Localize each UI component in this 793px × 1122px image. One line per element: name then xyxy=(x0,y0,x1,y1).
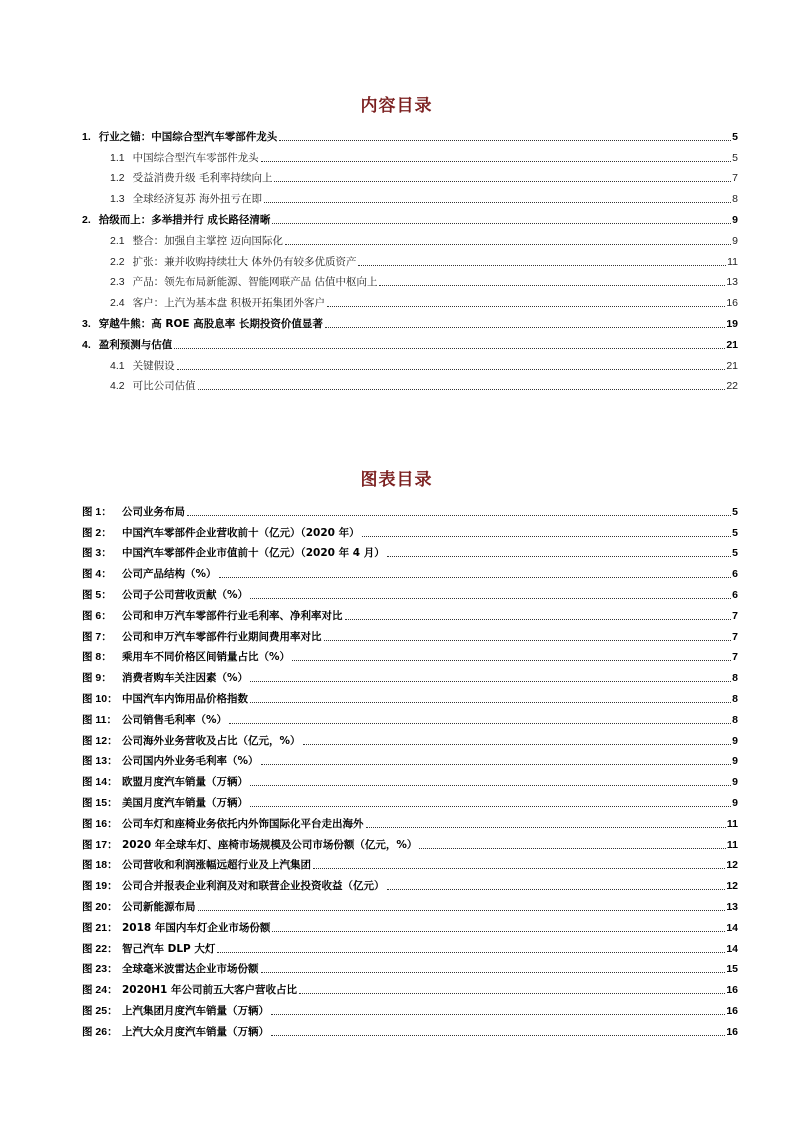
entry-label xyxy=(82,1025,269,1039)
entry-page: 12 xyxy=(726,880,738,893)
figures-title: 图表目录 xyxy=(360,470,433,490)
entry-label xyxy=(82,630,322,644)
entry-text: 盈利预测与估值 xyxy=(98,338,173,351)
entry-label xyxy=(82,526,360,540)
entry-label xyxy=(82,858,311,872)
entry-text: 中国汽车内饰用品价格指数 xyxy=(122,692,248,705)
toc-entry[interactable] xyxy=(82,331,738,352)
dot-leader xyxy=(177,369,726,370)
entry-number: 2.4 xyxy=(110,297,125,310)
figure-entry[interactable] xyxy=(82,935,738,956)
entry-page: 14 xyxy=(726,921,738,934)
entry-label xyxy=(82,588,248,602)
figure-entry[interactable] xyxy=(82,560,738,581)
entry-text: 公司和申万汽车零部件行业期间费用率对比 xyxy=(122,630,322,643)
figure-entry[interactable] xyxy=(82,706,738,727)
entry-page: 11 xyxy=(726,817,738,830)
entry-number: 图 9： xyxy=(82,672,112,685)
entry-number: 图 3： xyxy=(82,547,112,560)
dot-leader xyxy=(271,1035,725,1036)
entry-page: 14 xyxy=(726,942,738,955)
dot-leader xyxy=(250,806,731,807)
dot-leader xyxy=(198,389,726,390)
entry-text: 上汽大众月度汽车销量（万辆） xyxy=(122,1025,269,1038)
entry-text: 公司车灯和座椅业务依托内外饰国际化平台走出海外 xyxy=(122,817,364,830)
entry-text: 公司销售毛利率（%） xyxy=(122,713,228,726)
entry-label xyxy=(110,151,259,165)
entry-number: 图 5： xyxy=(82,588,112,601)
figure-entry[interactable] xyxy=(82,644,738,665)
dot-leader xyxy=(271,1014,725,1015)
entry-label xyxy=(82,650,290,664)
entry-page: 7 xyxy=(732,172,738,185)
entry-text: 2020H1 年公司前五大客户营收占比 xyxy=(122,984,297,997)
entry-page: 9 xyxy=(732,755,738,768)
toc-entry[interactable] xyxy=(82,144,738,165)
dot-leader xyxy=(387,556,731,557)
dot-leader xyxy=(261,972,726,973)
figure-entry[interactable] xyxy=(82,872,738,893)
entry-number: 2.2 xyxy=(110,255,125,268)
entry-label xyxy=(110,296,325,310)
entry-number: 图 1： xyxy=(82,505,112,518)
entry-label xyxy=(82,609,343,623)
toc-entry[interactable] xyxy=(82,227,738,248)
entry-text: 2018 年国内车灯企业市场份额 xyxy=(122,921,271,934)
entry-text: 消费者购车关注因素（%） xyxy=(122,672,249,685)
entry-text: 全球经济复苏 海外扭亏在即 xyxy=(132,193,262,206)
entry-page: 9 xyxy=(732,234,738,247)
entry-text: 2020 年全球车灯、座椅市场规模及公司市场份额（亿元，%） xyxy=(122,838,418,851)
entry-number: 图 21： xyxy=(82,921,118,934)
entry-number: 图 18： xyxy=(82,859,118,872)
entry-label xyxy=(82,317,323,331)
figure-entry[interactable] xyxy=(82,768,738,789)
entry-page: 16 xyxy=(726,297,738,310)
dot-leader xyxy=(274,181,731,182)
entry-text: 全球毫米波雷达企业市场份额 xyxy=(122,963,259,976)
entry-label xyxy=(82,546,385,560)
entry-page: 5 xyxy=(732,526,738,539)
entry-label xyxy=(82,567,217,581)
entry-page: 5 xyxy=(732,130,738,143)
entry-page: 16 xyxy=(726,1004,738,1017)
entry-text: 欧盟月度汽车销量（万辆） xyxy=(122,776,248,789)
dot-leader xyxy=(313,868,725,869)
entry-text: 中国综合型汽车零部件龙头 xyxy=(132,151,259,164)
figure-entry[interactable] xyxy=(82,914,738,935)
entry-text: 公司合并报表企业利润及对和联营企业投资收益（亿元） xyxy=(122,880,385,893)
entry-label xyxy=(82,921,270,935)
toc-entry[interactable] xyxy=(82,206,738,227)
dot-leader xyxy=(174,348,725,349)
dot-leader xyxy=(272,931,725,932)
entry-page: 13 xyxy=(726,276,738,289)
entry-label xyxy=(110,255,356,269)
entry-text: 公司业务布局 xyxy=(122,505,185,518)
entry-label xyxy=(82,900,196,914)
entry-number: 图 22： xyxy=(82,942,118,955)
entry-text: 穿越牛熊：高 ROE 高股息率 长期投资价值显著 xyxy=(98,317,323,330)
dot-leader xyxy=(250,785,731,786)
dot-leader xyxy=(379,285,725,286)
entry-page: 9 xyxy=(732,734,738,747)
entry-number: 图 24： xyxy=(82,984,118,997)
entry-label xyxy=(82,817,364,831)
toc-entry[interactable] xyxy=(82,373,738,394)
entry-text: 中国汽车零部件企业市值前十（亿元）（2020 年 4 月） xyxy=(122,547,385,560)
entry-text: 公司营收和利润涨幅远超行业及上汽集团 xyxy=(122,859,311,872)
dot-leader xyxy=(279,140,731,141)
entry-page: 9 xyxy=(732,213,738,226)
entry-page: 13 xyxy=(726,900,738,913)
toc-entry[interactable] xyxy=(82,352,738,373)
entry-page: 8 xyxy=(732,692,738,705)
figure-entry[interactable] xyxy=(82,685,738,706)
entry-label xyxy=(82,505,185,519)
entry-number: 图 10： xyxy=(82,692,118,705)
entry-number: 图 14： xyxy=(82,776,118,789)
entry-number: 4.1 xyxy=(110,359,125,372)
entry-page: 11 xyxy=(727,255,738,268)
dot-leader xyxy=(250,681,731,682)
entry-label xyxy=(82,130,277,144)
entry-text: 公司产品结构（%） xyxy=(122,568,217,581)
figure-entry[interactable] xyxy=(82,997,738,1018)
dot-leader xyxy=(292,660,731,661)
entry-number: 4. xyxy=(82,338,91,351)
dot-leader xyxy=(387,889,726,890)
dot-leader xyxy=(299,993,725,994)
figure-entry[interactable] xyxy=(82,602,738,623)
figure-entry[interactable] xyxy=(82,623,738,644)
entry-page: 7 xyxy=(732,651,738,664)
entry-number: 2.3 xyxy=(110,276,125,289)
dot-leader xyxy=(250,702,731,703)
dot-leader xyxy=(303,744,732,745)
dot-leader xyxy=(261,161,732,162)
figure-entry[interactable] xyxy=(82,748,738,769)
entry-text: 产品：领先布局新能源、智能网联产品 估值中枢向上 xyxy=(132,276,378,289)
entry-number: 3. xyxy=(82,317,91,330)
dot-leader xyxy=(358,265,726,266)
entry-number: 1.1 xyxy=(110,151,125,164)
toc-entry[interactable] xyxy=(82,310,738,331)
dot-leader xyxy=(198,910,726,911)
entry-page: 16 xyxy=(726,984,738,997)
entry-number: 图 7： xyxy=(82,630,112,643)
entry-text: 受益消费升级 毛利率持续向上 xyxy=(132,172,273,185)
entry-text: 公司和申万汽车零部件行业毛利率、净利率对比 xyxy=(122,609,343,622)
dot-leader xyxy=(261,764,732,765)
toc-entry[interactable] xyxy=(82,165,738,186)
entry-text: 乘用车不同价格区间销量占比（%） xyxy=(122,651,291,664)
entry-label xyxy=(82,942,215,956)
entry-label xyxy=(110,192,262,206)
entry-number: 4.2 xyxy=(110,380,125,393)
entry-label xyxy=(82,775,248,789)
toc-entry[interactable] xyxy=(82,248,738,269)
entry-page: 8 xyxy=(732,193,738,206)
entry-label xyxy=(82,671,248,685)
entry-number: 1.3 xyxy=(110,193,125,206)
dot-leader xyxy=(187,515,731,516)
entry-number: 图 2： xyxy=(82,526,112,539)
figure-entry[interactable] xyxy=(82,893,738,914)
entry-number: 图 23： xyxy=(82,963,118,976)
entry-label xyxy=(82,338,172,352)
figure-entry[interactable] xyxy=(82,1018,738,1039)
entry-label xyxy=(82,983,297,997)
entry-page: 19 xyxy=(726,317,738,330)
entry-label xyxy=(110,379,196,393)
entry-page: 8 xyxy=(732,713,738,726)
entry-label xyxy=(82,692,248,706)
entry-label xyxy=(82,713,227,727)
entry-page: 8 xyxy=(732,672,738,685)
entry-number: 图 13： xyxy=(82,755,118,768)
dot-leader xyxy=(250,598,731,599)
dot-leader xyxy=(217,952,725,953)
entry-text: 关键假设 xyxy=(132,359,175,372)
dot-leader xyxy=(327,306,725,307)
entry-page: 7 xyxy=(732,630,738,643)
entry-label xyxy=(82,879,385,893)
dot-leader xyxy=(229,723,731,724)
figure-entry[interactable] xyxy=(82,540,738,561)
entry-number: 1. xyxy=(82,130,91,143)
entry-page: 6 xyxy=(732,588,738,601)
entry-number: 图 17： xyxy=(82,838,118,851)
dot-leader xyxy=(325,327,725,328)
entry-label xyxy=(82,1004,269,1018)
entry-text: 中国汽车零部件企业营收前十（亿元）（2020 年） xyxy=(122,526,360,539)
entry-text: 美国月度汽车销量（万辆） xyxy=(122,796,248,809)
entry-page: 12 xyxy=(726,859,738,872)
dot-leader xyxy=(362,536,732,537)
entry-number: 图 8： xyxy=(82,651,112,664)
entry-label xyxy=(82,796,248,810)
entry-label xyxy=(82,213,270,227)
toc-entry[interactable] xyxy=(82,289,738,310)
entry-label xyxy=(110,275,377,289)
figure-entry[interactable] xyxy=(82,810,738,831)
entry-page: 7 xyxy=(732,609,738,622)
entry-text: 智己汽车 DLP 大灯 xyxy=(122,942,216,955)
entry-number: 图 16： xyxy=(82,817,118,830)
entry-text: 行业之锚：中国综合型汽车零部件龙头 xyxy=(98,130,278,143)
entry-number: 图 20： xyxy=(82,900,118,913)
entry-number: 图 12： xyxy=(82,734,118,747)
entry-number: 图 4： xyxy=(82,568,112,581)
entry-page: 5 xyxy=(732,547,738,560)
toc-title: 内容目录 xyxy=(360,96,433,116)
figure-entry[interactable] xyxy=(82,498,738,519)
entry-text: 公司海外业务营收及占比（亿元，%） xyxy=(122,734,301,747)
entry-label xyxy=(82,734,301,748)
entry-text: 扩张：兼并收购持续壮大 体外仍有较多优质资产 xyxy=(132,255,357,268)
entry-page: 9 xyxy=(732,796,738,809)
entry-text: 公司子公司营收贡献（%） xyxy=(122,588,249,601)
entry-page: 21 xyxy=(726,359,738,372)
entry-number: 2.1 xyxy=(110,234,125,247)
figure-entry[interactable] xyxy=(82,976,738,997)
entry-number: 图 25： xyxy=(82,1004,118,1017)
dot-leader xyxy=(419,848,725,849)
dot-leader xyxy=(264,202,731,203)
figure-entry[interactable] xyxy=(82,664,738,685)
entry-label xyxy=(110,359,175,373)
toc-list xyxy=(82,123,738,393)
entry-label xyxy=(110,171,272,185)
entry-page: 5 xyxy=(732,151,738,164)
figure-entry[interactable] xyxy=(82,519,738,540)
dot-leader xyxy=(285,244,731,245)
figure-entry[interactable] xyxy=(82,956,738,977)
entry-number: 2. xyxy=(82,213,91,226)
dot-leader xyxy=(219,577,732,578)
entry-number: 图 15： xyxy=(82,796,118,809)
figure-entry[interactable] xyxy=(82,727,738,748)
dot-leader xyxy=(366,827,726,828)
entry-label xyxy=(82,754,259,768)
entry-text: 拾级而上：多举措并行 成长路径清晰 xyxy=(98,213,271,226)
entry-page: 5 xyxy=(732,505,738,518)
figures-list xyxy=(82,498,738,1039)
entry-label xyxy=(110,234,283,248)
toc-entry[interactable] xyxy=(82,185,738,206)
toc-entry[interactable] xyxy=(82,123,738,144)
entry-text: 上汽集团月度汽车销量（万辆） xyxy=(122,1004,269,1017)
entry-text: 整合：加强自主掌控 迈向国际化 xyxy=(132,234,283,247)
entry-page: 21 xyxy=(726,338,738,351)
figure-entry[interactable] xyxy=(82,852,738,873)
entry-label xyxy=(82,838,417,852)
entry-number: 图 6： xyxy=(82,609,112,622)
dot-leader xyxy=(272,223,731,224)
dot-leader xyxy=(324,640,732,641)
entry-page: 22 xyxy=(726,380,738,393)
entry-number: 图 11： xyxy=(82,713,118,726)
entry-page: 11 xyxy=(726,838,738,851)
toc-entry[interactable] xyxy=(82,269,738,290)
entry-page: 6 xyxy=(732,568,738,581)
entry-text: 客户：上汽为基本盘 积极开拓集团外客户 xyxy=(132,297,325,310)
entry-text: 公司新能源布局 xyxy=(122,900,196,913)
figure-entry[interactable] xyxy=(82,581,738,602)
entry-text: 可比公司估值 xyxy=(132,380,196,393)
figure-entry[interactable] xyxy=(82,831,738,852)
entry-label xyxy=(82,962,259,976)
entry-number: 图 19： xyxy=(82,880,118,893)
entry-text: 公司国内外业务毛利率（%） xyxy=(122,755,259,768)
entry-page: 15 xyxy=(726,963,738,976)
dot-leader xyxy=(345,619,732,620)
entry-page: 9 xyxy=(732,776,738,789)
figure-entry[interactable] xyxy=(82,789,738,810)
entry-number: 图 26： xyxy=(82,1025,118,1038)
entry-number: 1.2 xyxy=(110,172,125,185)
entry-page: 16 xyxy=(726,1025,738,1038)
